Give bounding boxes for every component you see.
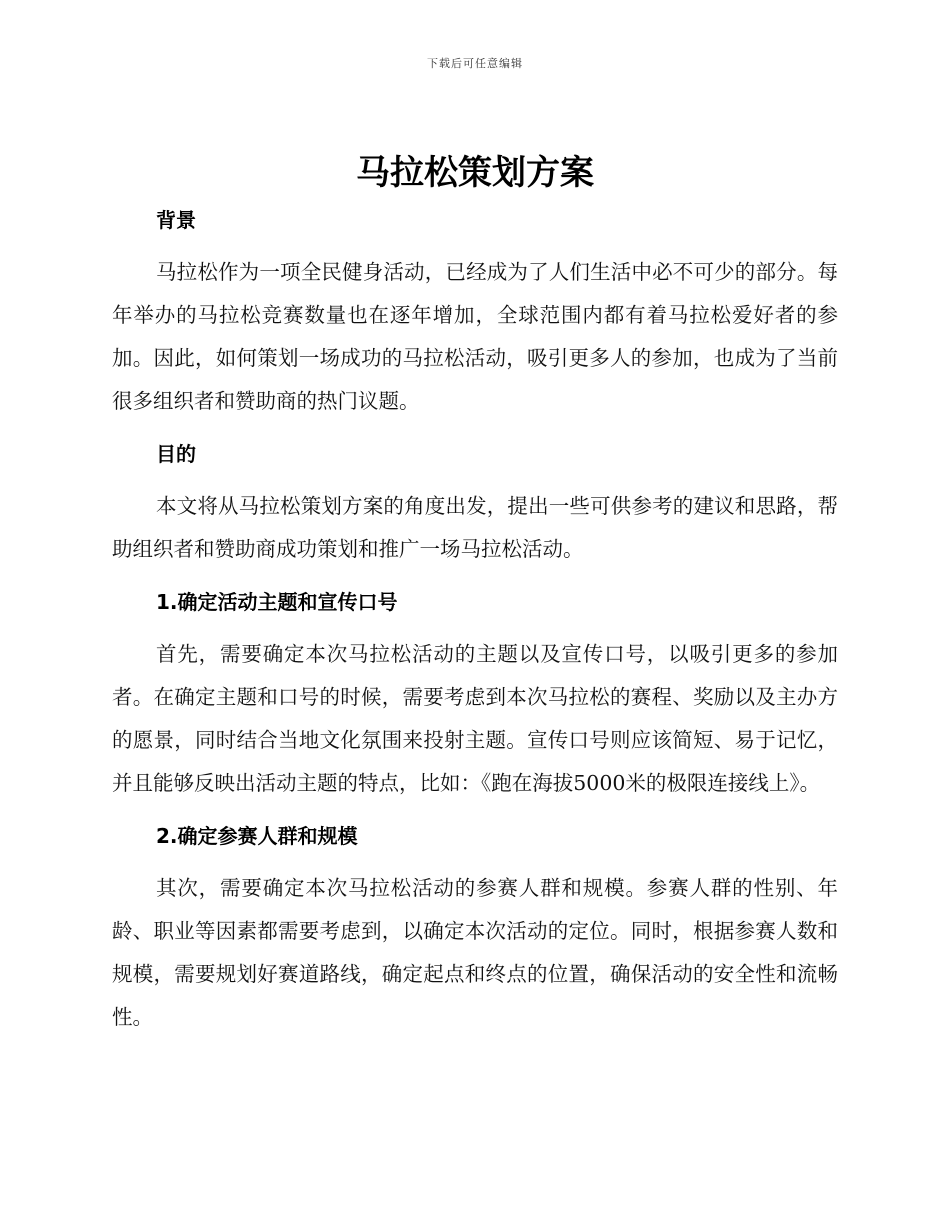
- section-paragraph-participants-scale: 其次，需要确定本次马拉松活动的参赛人群和规模。参赛人群的性别、年龄、职业等因素都需要考虑到，以确定本次活动的定位。同时，根据参赛人数和规模，需要规划好赛道路线，确定起点和终点的位置，确保活动的安全性和流畅性。: [112, 876, 838, 1029]
- section-heading-background: 背景: [156, 208, 196, 232]
- section-heading-participants-scale: 2.确定参赛人群和规模: [156, 824, 358, 848]
- header-note: 下载后可任意编辑: [427, 57, 523, 70]
- section-paragraph-background: 马拉松作为一项全民健身活动，已经成为了人们生活中必不可少的部分。每年举办的马拉松竞赛数量也在逐年增加，全球范围内都有着马拉松爱好者的参加。因此，如何策划一场成功的马拉松活动，吸引更多人的参加，也成为了当前很多组织者和赞助商的热门议题。: [112, 260, 838, 413]
- document-body: [112, 198, 838, 1039]
- section-paragraph-purpose: 本文将从马拉松策划方案的角度出发，提出一些可供参考的建议和思路，帮助组织者和赞助商成功策划和推广一场马拉松活动。: [112, 494, 838, 561]
- section-paragraph-theme-slogan: 首先，需要确定本次马拉松活动的主题以及宣传口号，以吸引更多的参加者。在确定主题和口号的时候，需要考虑到本次马拉松的赛程、奖励以及主办方的愿景，同时结合当地文化氛围来投射主题。宣传口号则应该简短、易于记忆，并且能够反映出活动主题的特点，比如：《跑在海拔5000米的极限连接线上》。: [112, 642, 838, 795]
- section-heading-theme-slogan: 1.确定活动主题和宣传口号: [156, 590, 398, 614]
- section-heading-purpose: 目的: [156, 442, 196, 466]
- document-title: 马拉松策划方案: [356, 153, 594, 193]
